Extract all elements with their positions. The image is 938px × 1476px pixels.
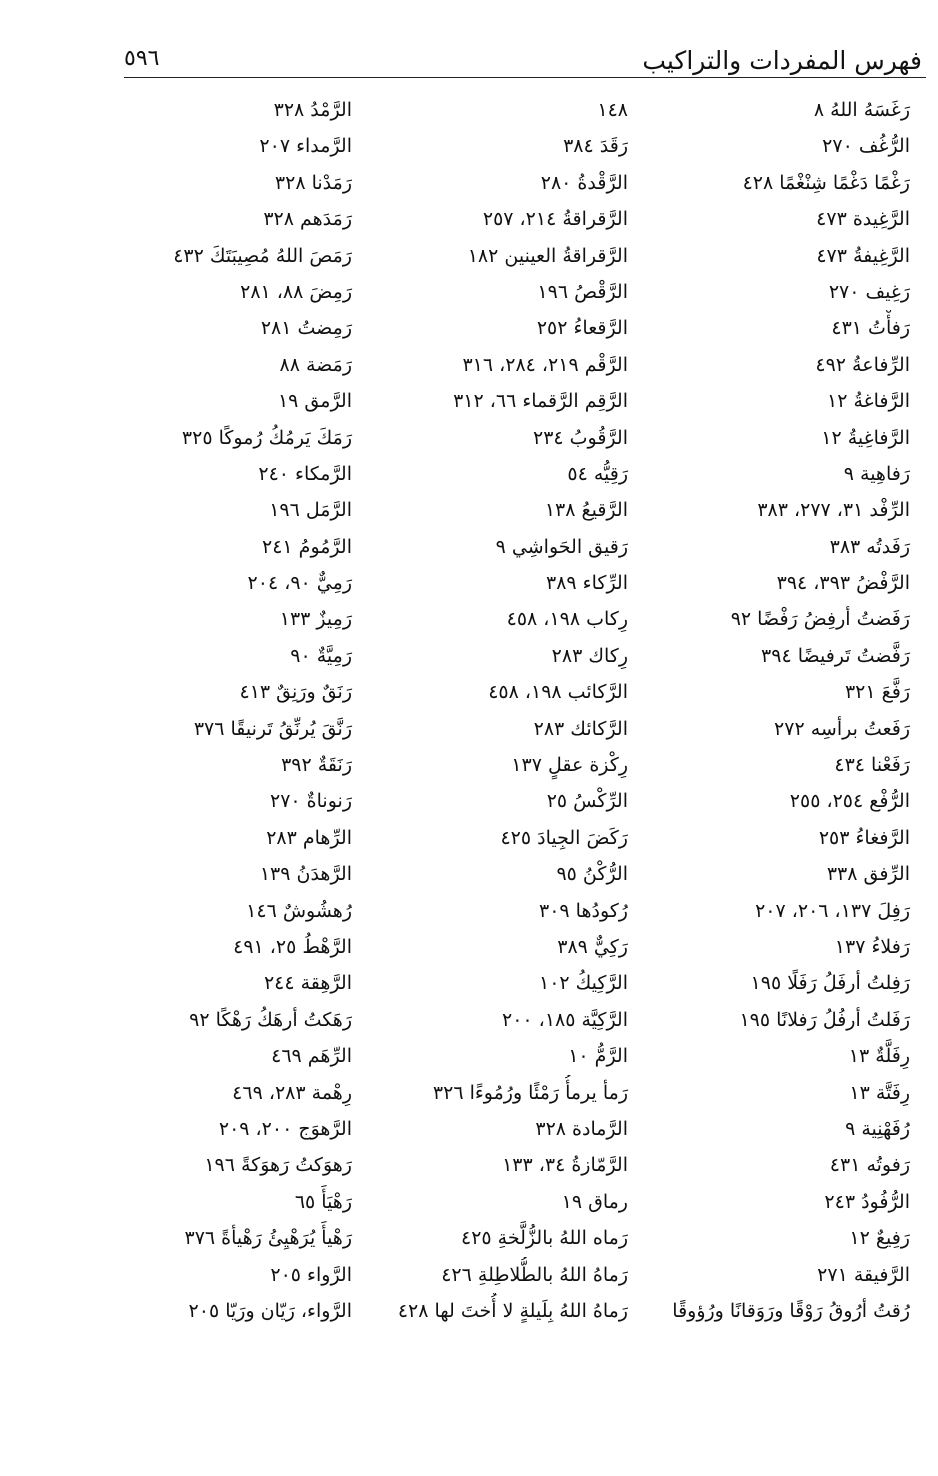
index-entry: الرَّقعاءُ ٢٥٢ <box>536 317 628 340</box>
index-entry: الرَّمّازةُ ٣٤، ١٣٣ <box>502 1154 628 1177</box>
index-entry: الرَّفاغِيةُ ١٢ <box>821 426 910 449</box>
index-entry: رَهْيَأَ ٦٥ <box>294 1190 352 1213</box>
index-entry: رَفلاءُ ١٣٧ <box>834 935 910 958</box>
index-entry: رَفاهِية ٩ <box>843 462 910 485</box>
index-entry: الرَّهوَج ٢٠٠، ٢٠٩ <box>218 1117 352 1140</box>
index-entry: رَفَّعَ ٣٢١ <box>844 681 910 704</box>
index-entry: رَمِيٌّ ٩٠، ٢٠٤ <box>247 572 352 595</box>
index-entry: رَفوتُه ٤٣١ <box>829 1154 910 1177</box>
index-entry: رِفَتَّة ١٣ <box>849 1081 910 1104</box>
index-entry: رَمِضَ ٨٨، ٢٨١ <box>240 280 352 303</box>
index-entry: الرَّمكاء ٢٤٠ <box>258 462 352 485</box>
index-entry: رَقيق الحَواشِي ٩ <box>495 535 628 558</box>
index-entry: رَماه اللهُ بالزُّلَّخةِ ٤٢٥ <box>461 1227 628 1250</box>
index-entry: الرَّفاغةُ ١٢ <box>826 390 910 413</box>
index-entry: رُهشُوشٌ ١٤٦ <box>246 899 352 922</box>
index-entry: الرَّقراقةُ ٢١٤، ٢٥٧ <box>482 208 628 231</box>
index-entry: رَهَكتُ أرهَكُ رَهْكًا ٩٢ <box>189 1008 352 1031</box>
index-entry: الرَّهْطُ ٢٥، ٤٩١ <box>233 935 352 958</box>
index-entry: رَفِيعٌ ١٢ <box>849 1227 910 1250</box>
index-column-right <box>638 92 920 1332</box>
index-entry: الرِّفق ٣٣٨ <box>826 863 910 886</box>
index-column-left <box>120 92 362 1332</box>
index-entry: الرَّغِيدة ٤٧٣ <box>816 208 910 231</box>
index-entry: رَفَّضتُ تَرفيضًا ٣٩٤ <box>761 644 910 667</box>
index-entry: الرَّقِم الرَّقماء ٦٦، ٣١٢ <box>453 390 628 413</box>
index-entry: الرَّقْم ٢١٩، ٢٨٤، ٣١٦ <box>462 353 628 376</box>
index-entry: الرَّكِيَّة ١٨٥، ٢٠٠ <box>502 1008 628 1031</box>
index-entry: رِكاك ٢٨٣ <box>551 644 628 667</box>
index-entry: رَنَقٌ ورَنِقٌ ٤١٣ <box>239 681 352 704</box>
index-entry: رَهوَكتُ رَهوَكةً ١٩٦ <box>204 1154 352 1177</box>
index-entry: رَفَضتُ أرفِضُ رَفْضًا ٩٢ <box>730 608 910 631</box>
index-entry: الرِّهَم ٤٦٩ <box>271 1045 352 1068</box>
index-entry: ١٤٨ <box>597 99 628 121</box>
index-entry: الرَّقْصُ ١٩٦ <box>537 280 628 303</box>
index-entry: الرَّقيعُ ١٣٨ <box>544 499 628 522</box>
header-rule <box>124 77 926 78</box>
index-entry: رَنَّقَ يُرنِّقُ تَرنيقًا ٣٧٦ <box>193 717 352 740</box>
index-entry: رماق ١٩ <box>561 1190 628 1213</box>
index-entry: الرَّمُّ ١٠ <box>568 1045 628 1068</box>
index-entry: رَنَقَةٌ ٣٩٢ <box>281 754 352 777</box>
index-entry: رَمَصَ اللهُ مُصِيبَتَكَ ٤٣٢ <box>173 244 352 267</box>
index-entry: رَماهُ اللهُ بِلَيلةٍ لا أُختَ لها ٤٢٨ <box>397 1299 628 1322</box>
index-entry: الرَّقْدةُ ٢٨٠ <box>540 171 628 194</box>
index-entry: رَماهُ اللهُ بالطُّلاطِلةِ ٤٢٦ <box>441 1263 628 1286</box>
index-entry: الرَّواء، رَيّان ورَيّا ٢٠٥ <box>188 1299 352 1322</box>
index-entry: الرَّكِيكُ ١٠٢ <box>538 972 628 995</box>
index-entry: رَفَدتُه ٣٨٣ <box>829 535 910 558</box>
index-entry: الرُّكْنُ ٩٥ <box>556 863 628 886</box>
index-entry: رَمَدَهم ٣٢٨ <box>263 208 352 231</box>
index-entry: رَغْمًا دَغْمًا شِنْغْمًا ٤٢٨ <box>742 171 910 194</box>
index-entry: الرِّفْد ٣١، ٢٧٧، ٣٨٣ <box>757 499 910 522</box>
index-entry: رَكِيٌّ ٣٨٩ <box>557 935 628 958</box>
index-entry: الرَّواء ٢٠٥ <box>270 1263 352 1286</box>
index-entry: الرَّغِيفةُ ٤٧٣ <box>816 244 910 267</box>
index-columns <box>120 92 920 1332</box>
index-entry: رُقتُ أرُوقُ رَوْقًا ورَوَقانًا ورُؤوقًا <box>672 1299 910 1322</box>
index-entry: الرَّفغاءُ ٢٥٣ <box>818 826 910 849</box>
index-entry: رَكَضَ الجِيادَ ٤٢٥ <box>500 826 628 849</box>
page-header <box>120 40 926 78</box>
index-entry: رِفَلَّةٌ ١٣ <box>848 1045 910 1068</box>
index-entry: الرَّمْدُ ٣٢٨ <box>273 99 352 121</box>
index-entry: رَمَكَ يَرمُكُ رُموكًا ٣٢٥ <box>181 426 352 449</box>
index-entry: الرَّمادة ٣٢٨ <box>535 1117 628 1140</box>
index-entry: الرَّفيقة ٢٧١ <box>817 1263 910 1286</box>
page-number: ٥٩٦ <box>124 46 160 71</box>
index-entry: رَفِلَ ١٣٧، ٢٠٦، ٢٠٧ <box>755 899 910 922</box>
index-entry: الرَّكائب ١٩٨، ٤٥٨ <box>488 681 628 704</box>
index-entry: رَنوناةٌ ٢٧٠ <box>270 790 352 813</box>
index-entry: رَفِلتُ أرفَلُ رَفَلًا ١٩٥ <box>750 972 910 995</box>
index-entry: الرَّمق ١٩ <box>277 390 352 413</box>
index-entry: رِكاب ١٩٨، ٤٥٨ <box>506 608 628 631</box>
index-entry: رَهْيأَ يُرَهْيِئُ رَهْيأةً ٣٧٦ <box>184 1227 352 1250</box>
index-entry: الرَّهدَنُ ١٣٩ <box>259 863 352 886</box>
index-entry: رَمِيَّةٌ ٩٠ <box>290 644 352 667</box>
index-entry: رَغِيف ٢٧٠ <box>828 280 910 303</box>
index-entry: الرِّكْسُ ٢٥ <box>546 790 628 813</box>
index-entry: الرُّفْع ٢٥٤، ٢٥٥ <box>789 790 910 813</box>
index-entry: رَمِضتُ ٢٨١ <box>260 317 352 340</box>
index-entry: الرُّفُودُ ٢٤٣ <box>824 1190 910 1213</box>
index-entry: رَقَدَ ٣٨٤ <box>563 135 628 158</box>
index-entry: الرِّهام ٢٨٣ <box>266 826 352 849</box>
index-entry: الرَّمُومُ ٢٤١ <box>262 535 352 558</box>
index-entry: الرُّغُف ٢٧٠ <box>822 135 910 158</box>
index-entry: رَغَسَهُ اللهُ ٨ <box>813 99 910 121</box>
index-entry: رَفَلتُ أرفُلُ رَفلانًا ١٩٥ <box>739 1008 910 1031</box>
index-entry: الرَّكائك ٢٨٣ <box>533 717 628 740</box>
index-entry: رَفَعتُ برأسِه ٢٧٢ <box>774 717 910 740</box>
index-entry: الرَّقُوبُ ٢٣٤ <box>532 426 628 449</box>
index-entry: رُكودُها ٣٠٩ <box>539 899 628 922</box>
index-entry: الرَّمداء ٢٠٧ <box>259 135 352 158</box>
index-entry: رَمأ يرمأُ رَمْئًا ورُمُوءًا ٣٢٦ <box>432 1081 628 1104</box>
index-entry: رَفأْتُ ٤٣١ <box>831 317 910 340</box>
index-entry: الرِّفاعةُ ٤٩٢ <box>815 353 910 376</box>
index-entry: رَمَضة ٨٨ <box>279 353 352 376</box>
index-entry: الرَّقراقةُ العينين ١٨٢ <box>467 244 628 267</box>
index-entry: الرَّمَل ١٩٦ <box>269 499 352 522</box>
index-entry: رَقِيُّه ٥٤ <box>567 462 628 485</box>
index-entry: الرِّكاء ٣٨٩ <box>546 572 628 595</box>
index-entry: رَمَدْنا ٣٢٨ <box>274 171 352 194</box>
index-entry: رِكْزة عقلٍ ١٣٧ <box>511 754 628 777</box>
index-entry: رُفَهْنِية ٩ <box>845 1117 910 1140</box>
index-entry: الرَّهِقة ٢٤٤ <box>263 972 352 995</box>
index-entry: رِهْمة ٢٨٣، ٤٦٩ <box>232 1081 352 1104</box>
running-title: فهرس المفردات والتراكيب <box>642 46 922 75</box>
index-column-middle <box>362 92 638 1332</box>
index-entry: رَمِيزٌ ١٣٣ <box>279 608 352 631</box>
index-entry: الرَّفْضُ ٣٩٣، ٣٩٤ <box>776 572 910 595</box>
index-entry: رَفَعْنا ٤٣٤ <box>834 754 910 777</box>
